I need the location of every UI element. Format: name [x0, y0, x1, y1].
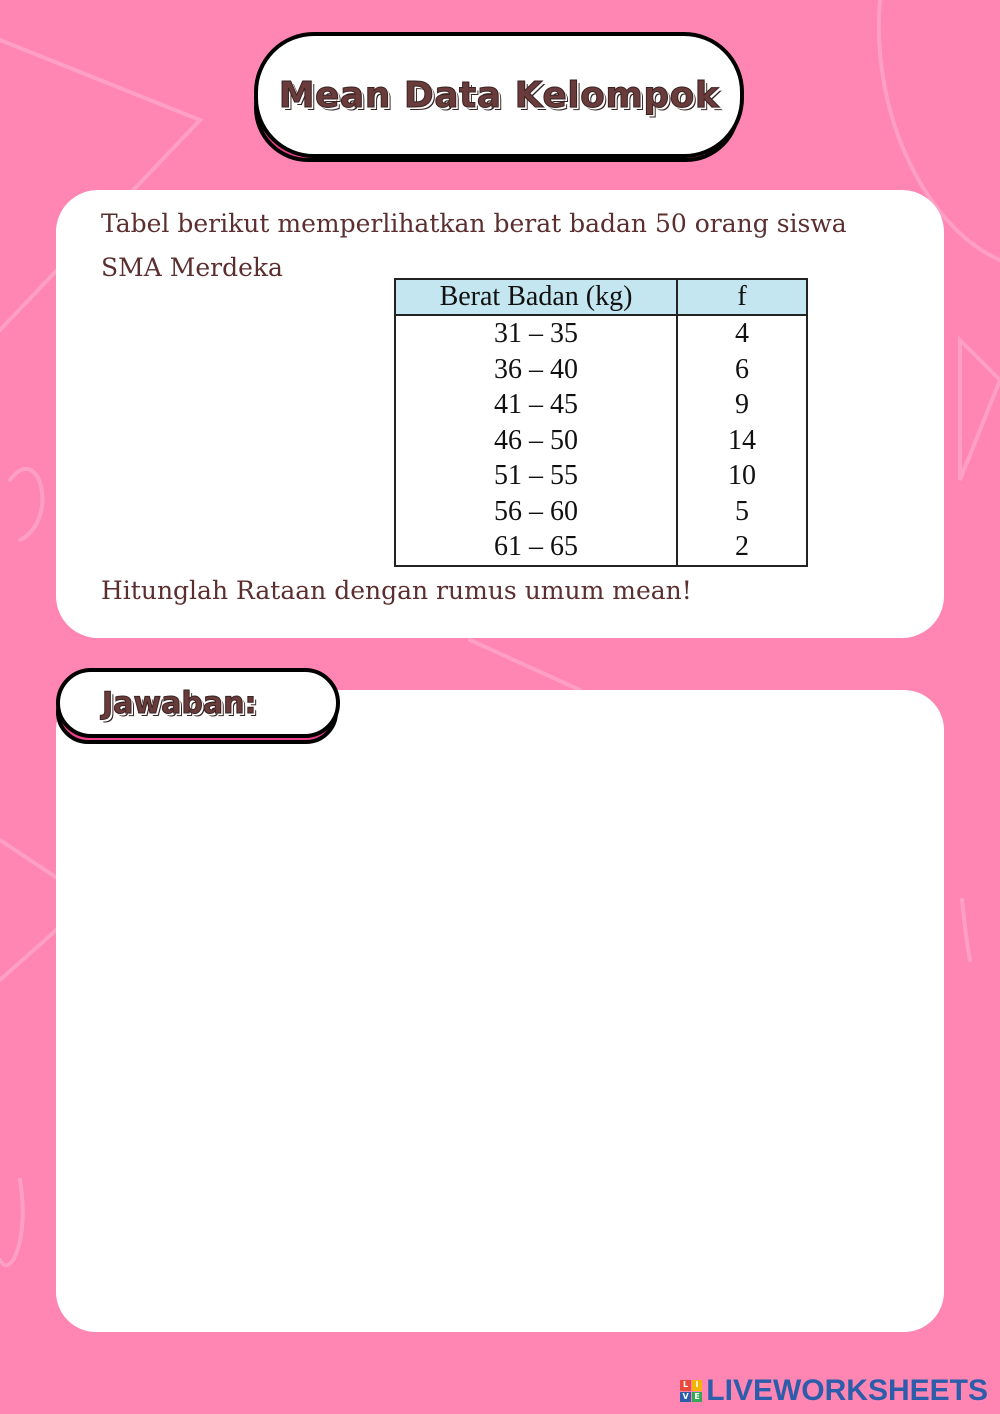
answer-label-pill	[56, 668, 340, 738]
alpha-doodle	[10, 469, 42, 540]
table-row	[395, 494, 807, 530]
liveworksheets-logo-icon	[680, 1380, 702, 1402]
weight-range-cell: 46 – 50	[395, 423, 677, 459]
question-text: Tabel berikut memperlihatkan berat badan 50 orang siswa SMA Merdeka	[101, 209, 847, 282]
weight-range-cell: 61 – 65	[395, 529, 677, 566]
answer-input[interactable]	[80, 770, 924, 1314]
line-doodle	[470, 640, 580, 690]
title-banner	[254, 32, 744, 166]
r-doodle	[962, 900, 970, 960]
answer-label-banner	[56, 668, 340, 748]
frequency-cell: 9	[677, 387, 807, 423]
table-row	[395, 529, 807, 566]
frequency-cell: 2	[677, 529, 807, 566]
frequency-cell: 6	[677, 352, 807, 388]
watermark-text: LIVEWORKSHEETS	[706, 1374, 988, 1407]
instruction-text: Hitunglah Rataan dengan rumus umum mean!	[101, 576, 692, 605]
logo-letter-v: V	[680, 1392, 691, 1403]
liveworksheets-watermark	[680, 1374, 988, 1408]
weight-frequency-table	[394, 278, 808, 567]
question-card	[56, 190, 944, 638]
logo-letter-e: E	[692, 1392, 703, 1403]
logo-letter-i: I	[692, 1380, 703, 1391]
weight-range-cell: 56 – 60	[395, 494, 677, 530]
table-row	[395, 458, 807, 494]
triangle-doodle-right	[960, 340, 1000, 480]
frequency-cell: 4	[677, 315, 807, 352]
header-frequency: f	[677, 279, 807, 315]
table-header-row	[395, 279, 807, 315]
page-title: Mean Data Kelompok	[278, 74, 720, 116]
frequency-cell: 10	[677, 458, 807, 494]
header-weight: Berat Badan (kg)	[395, 279, 677, 315]
frequency-cell: 5	[677, 494, 807, 530]
weight-range-cell: 41 – 45	[395, 387, 677, 423]
answer-label: Jawaban:	[102, 685, 257, 721]
integral-doodle	[0, 1180, 23, 1265]
frequency-cell: 14	[677, 423, 807, 459]
table-row	[395, 315, 807, 352]
table-row	[395, 387, 807, 423]
logo-letter-l: L	[680, 1380, 691, 1391]
weight-range-cell: 51 – 55	[395, 458, 677, 494]
weight-range-cell: 31 – 35	[395, 315, 677, 352]
weight-range-cell: 36 – 40	[395, 352, 677, 388]
title-pill	[254, 32, 744, 158]
table-row	[395, 352, 807, 388]
table-row	[395, 423, 807, 459]
